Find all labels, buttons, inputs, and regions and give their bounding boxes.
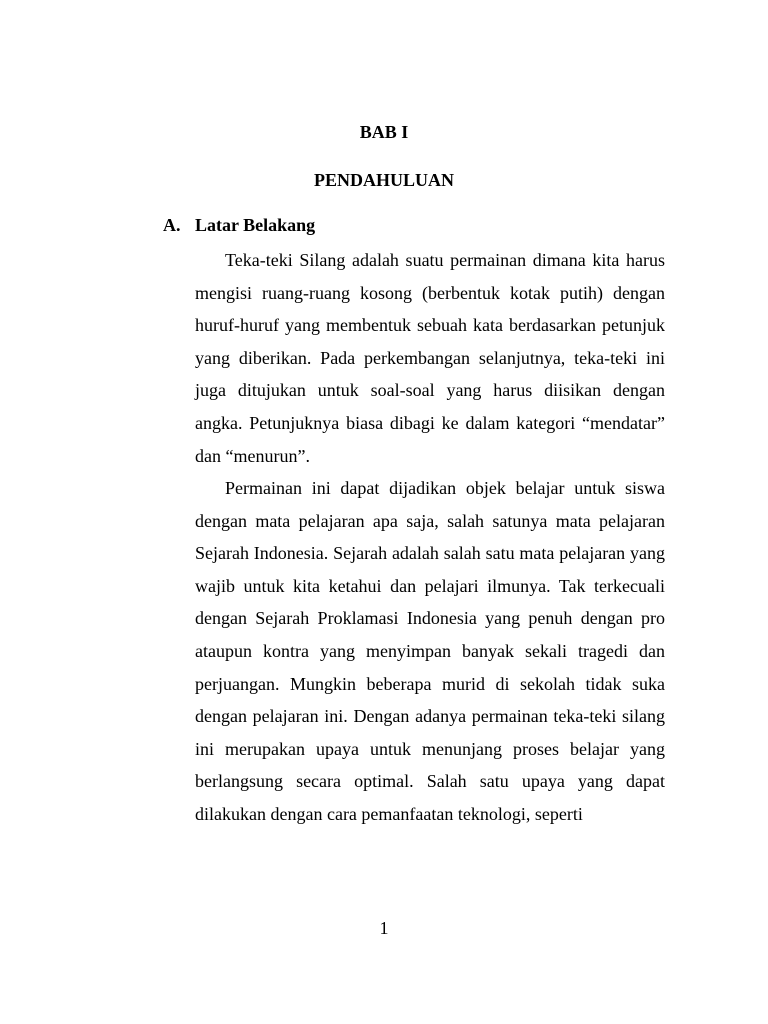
paragraph-2: Permainan ini dapat dijadikan objek belajar untuk siswa dengan mata pelajaran apa saja, salah satunya mata pelajaran Sejarah Indonesia. Sejarah adalah salah satu mata pelajaran yang wajib untuk kita ketahui dan pelajari ilmunya. Tak terkecuali dengan Sejarah Proklamasi Indonesia yang penuh dengan pro ataupun kontra yang menyimpan banyak sekali tragedi dan perjuangan. Mungkin beberapa murid di sekolah tidak suka dengan pelajaran ini. Dengan adanya permainan teka-teki silang ini merupakan upaya untuk menunjang proses belajar yang berlangsung secara optimal. Salah satu upaya yang dapat dilakukan dengan cara pemanfaatan teknologi, seperti bbox=[195, 478, 665, 824]
section-heading bbox=[163, 215, 315, 236]
section-letter: A. bbox=[163, 215, 181, 235]
page-number: 1 bbox=[379, 918, 389, 938]
chapter-heading: BAB I bbox=[359, 122, 409, 142]
paragraph-1: Teka-teki Silang adalah suatu permainan dimana kita harus mengisi ruang-ruang kosong (berbentuk kotak putih) dengan huruf-huruf yang membentuk sebuah kata berdasarkan petunjuk yang diberikan. Pada perkembangan selanjutnya, teka-teki ini juga ditujukan untuk soal-soal yang harus diisikan dengan angka. Petunjuknya biasa dibagi ke dalam kategori “mendatar” dan “menurun”. bbox=[195, 250, 665, 466]
section-title: Latar Belakang bbox=[195, 215, 316, 235]
chapter-title: PENDAHULUAN bbox=[313, 170, 454, 190]
